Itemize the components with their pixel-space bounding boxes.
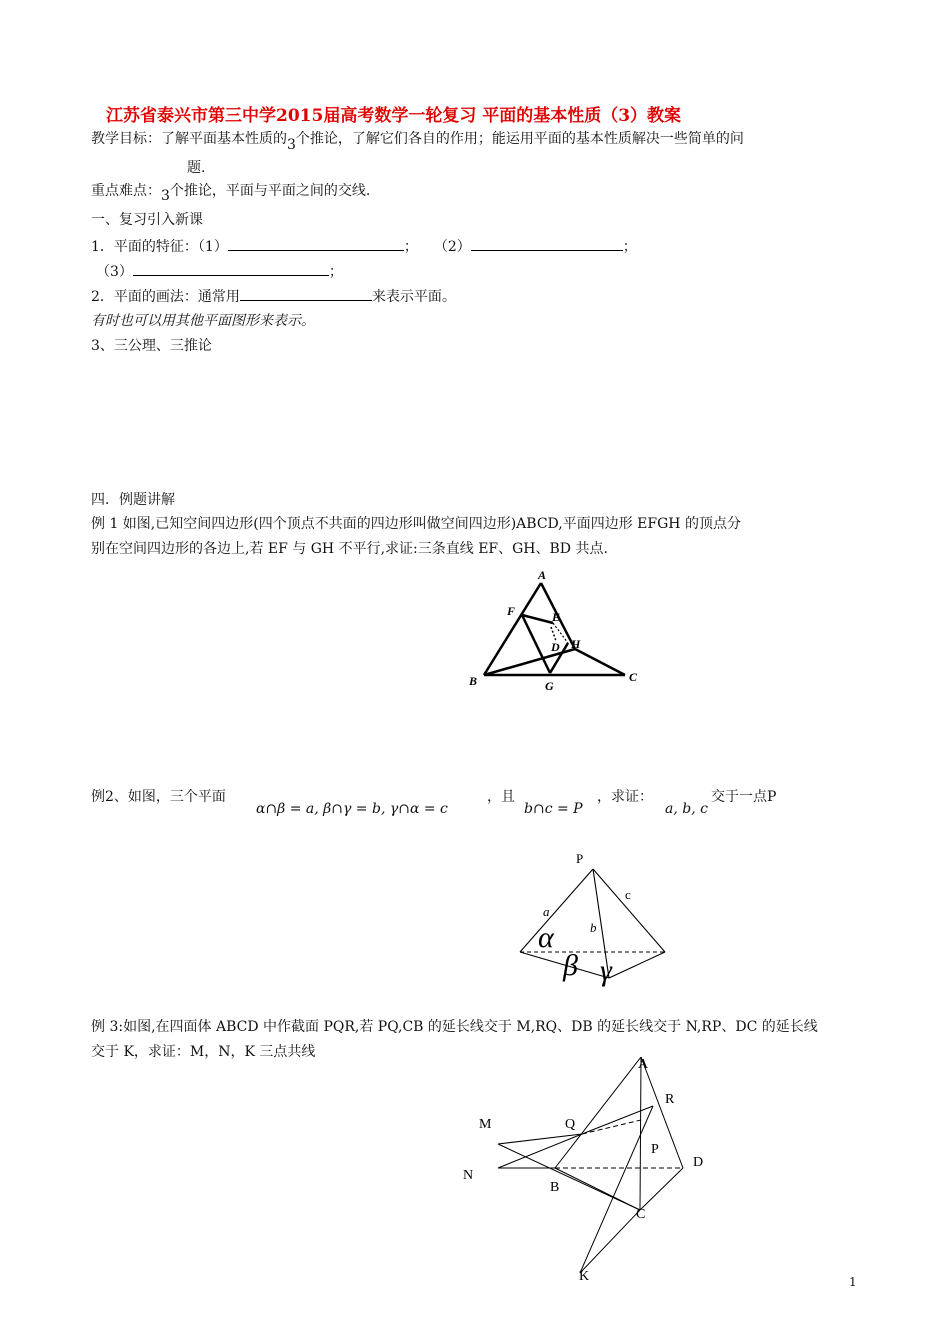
example2-formula2: b∩c = P [524,801,583,817]
document-title: 江苏省泰兴市第三中学2015届高考数学一轮复习 平面的基本性质（3）教案 [106,106,682,126]
figure-example3 [460,1050,730,1285]
fig2-label-p: P [576,851,584,866]
fig3-label-b: B [550,1180,560,1195]
item2-suffix: 来表示平面。 [371,289,456,305]
fig3-label-q: Q [565,1117,576,1132]
item1-line [91,236,637,256]
item2-line [91,286,456,306]
goal-part1: 了解平面基本性质的 [161,131,287,147]
blank-3 [133,261,329,276]
goal-label: 教学目标： [91,131,161,147]
fig3-label-n: N [463,1168,474,1183]
note-line: 有时也可以用其他平面图形来表示。 [91,313,315,329]
fig1-label-h: H [571,637,581,651]
item1-sep3: ； [328,264,343,280]
fig1-label-e: E [552,610,561,624]
fig2-label-alpha: α [538,921,554,954]
fig2-label-gamma: γ [600,954,612,987]
item1-prefix: 1．平面的特征： [91,239,198,255]
goal-part3: 的作用；能运用平面的基本性质解决一些简单的问 [435,131,744,147]
goal-part2: 个推论，了解它们各自 [295,131,436,147]
section-examples: 四．例题讲解 [91,492,175,508]
key-num: 3 [161,188,170,204]
example2-formula3: a, b, c [665,801,708,817]
fig3-label-p: P [651,1142,659,1157]
example3-line1: 例 3:如图,在四面体 ABCD 中作截面 PQR,若 PQ,CB 的延长线交于 M,RQ、DB 的延长线交于 N,RP、DC 的延长线 [91,1019,818,1035]
fig3-label-m: M [479,1117,492,1132]
figure-example1 [460,565,650,700]
fig2-label-b: b [590,920,597,935]
page-number: 1 [849,1275,857,1289]
example2-formula1: α∩β = a, β∩γ = b, γ∩α = c [256,801,448,817]
fig1-label-c: C [629,670,638,684]
fig1-label-a: A [538,568,547,582]
key-text: 个推论，平面与平面之间的交线. [169,183,371,199]
fig3-label-k: K [579,1269,590,1284]
fig1-label-f: F [507,604,516,618]
teaching-goal [91,128,744,153]
item3-line: 3、三公理、三推论 [91,338,212,354]
blank-4 [240,286,372,301]
figure-example2 [510,845,680,990]
example1-line1: 例 1 如图,已知空间四边形(四个顶点不共面的四边形叫做空间四边形)ABCD,平面四边形 EFGH 的顶点分 [91,516,741,532]
example1-line2: 别在空间四边形的各边上,若 EF 与 GH 不平行,求证:三条直线 EF、GH、BD 共点. [91,541,608,557]
item1-blank1-label: （1） [197,239,228,255]
example2-prefix: 例2、如图，三个平面 [91,789,226,805]
goal-num: 3 [287,137,296,153]
fig1-label-g: G [545,679,554,693]
item1-blank2-label: （2） [433,239,471,255]
key-label: 重点难点： [91,183,161,199]
item2-prefix: 2．平面的画法：通常用 [91,289,240,305]
fig1-label-d: D [551,640,560,654]
item1-sep2: ； [622,239,637,255]
fig2-label-c: c [625,887,631,902]
item1-sep1: ； [403,239,418,255]
goal-wrap: 题. [187,160,206,176]
blank-1 [228,236,404,251]
fig3-label-d: D [693,1155,704,1170]
example2-suffix: 交于一点P [711,789,777,805]
example2-mid: ，且 [487,789,515,805]
fig3-label-c: C [636,1207,646,1222]
example3-line2: 交于 K，求证：M，N，K 三点共线 [91,1044,316,1060]
blank-2 [471,236,623,251]
fig3-label-a: A [638,1057,649,1072]
fig2-label-a: a [543,904,550,919]
fig3-label-r: R [665,1092,675,1107]
key-points [91,180,371,204]
example2-mid2: ，求证： [597,789,653,805]
fig2-label-beta: β [563,949,578,982]
fig1-label-b: B [469,674,478,688]
item1-line2 [96,261,343,281]
item1-blank3-label: （3） [96,264,133,280]
section-review: 一、复习引入新课 [91,212,203,228]
